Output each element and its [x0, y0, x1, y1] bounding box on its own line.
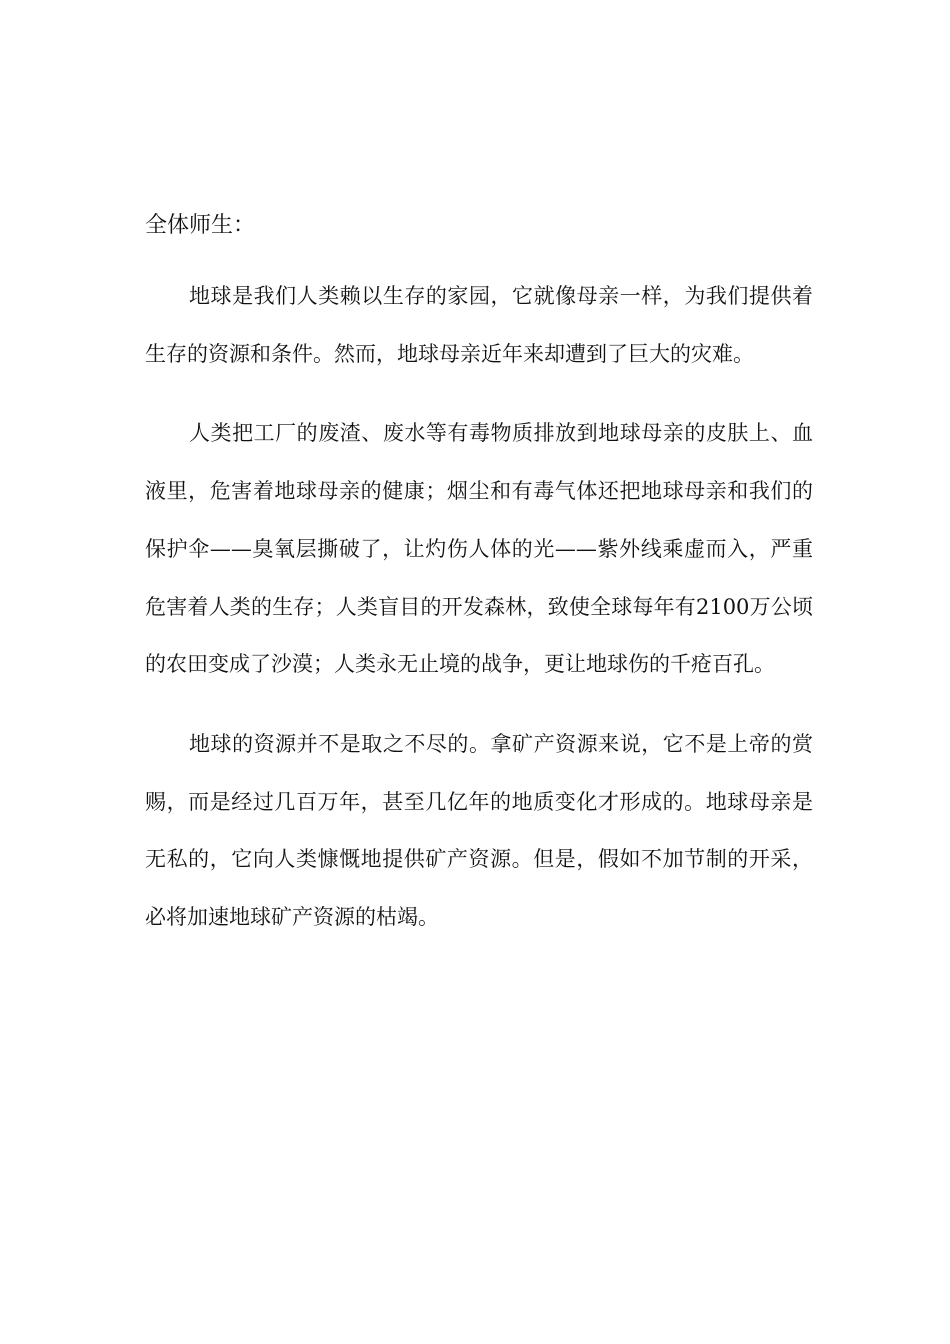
- salutation: 全体师生：: [145, 213, 256, 238]
- document-body: [145, 204, 813, 969]
- paragraph-3: 地球的资源并不是取之不尽的。拿矿产资源来说，它不是上帝的赏赐，而是经过几百万年，甚至几亿年的地质变化才形成的。地球母亲是无私的，它向人类慷慨地提供矿产资源。但是，假如不加节制的开采，必将加速地球矿产资源的枯竭。: [145, 731, 813, 930]
- paragraph-2: 人类把工厂的废渣、废水等有毒物质排放到地球母亲的皮肤上、血液里，危害着地球母亲的健康；烟尘和有毒气体还把地球母亲和我们的保护伞——臭氧层撕破了，让灼伤人体的光——紫外线乘虚而入，严重危害着人类的生存；人类盲目的开发森林，致使全球每年有2100万公顷的农田变成了沙漠；人类永无止境的战争，更让地球伤的千疮百孔。: [145, 421, 813, 677]
- paragraph-1: 地球是我们人类赖以生存的家园，它就像母亲一样，为我们提供着生存的资源和条件。然而，地球母亲近年来却遭到了巨大的灾难。: [145, 284, 813, 366]
